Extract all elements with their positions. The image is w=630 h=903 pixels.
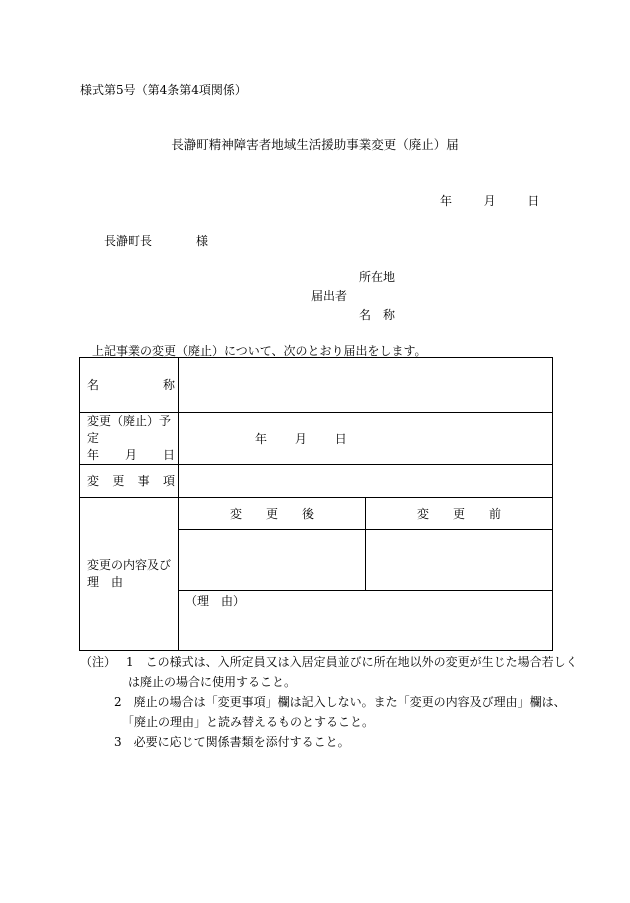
form-number: 様式第5号（第4条第4項関係） [80,83,247,97]
note-text: 廃止の場合は「変更事項」欄は記入しない。また「変更の内容及び理由」欄は、 [133,695,566,709]
note-text: 必要に応じて関係書類を添付すること。 [133,735,350,749]
note-item-1-cont: は廃止の場合に使用すること。 [128,675,297,689]
date-month: 月 [483,194,496,208]
scheduled-value-year: 年 [255,432,268,446]
note-text: この様式は、入所定員又は入居定員並びに所在地以外の変更が生じた場合若しく [145,655,578,669]
scheduled-label-day: 日 [162,448,175,462]
name-label-a: 名 [87,377,100,392]
note-number: 3 [114,735,122,749]
notes-section [80,652,578,752]
addressee-name: 長瀞町長 [104,234,153,248]
items-value-cell[interactable] [179,465,553,498]
row-change-headers [80,498,553,530]
name-label-b: 称 [162,377,175,392]
items-label-cell [80,465,179,498]
note-item-2-cont: 「廃止の理由」と読み替えるものとすること。 [122,715,375,729]
items-label-char: 変 [87,473,100,488]
addressee-honorific: 様 [196,234,209,248]
document-title: 長瀞町精神障害者地域生活援助事業変更（廃止）届 [171,137,459,152]
notification-table [79,357,553,651]
applicant-role-label: 届出者 [311,289,348,303]
notes-prefix: （注） [80,655,117,669]
row-change-items [80,465,553,498]
name-value-cell[interactable] [179,358,553,413]
note-number: 2 [114,695,122,709]
applicant-name-label: 名 称 [359,308,396,322]
items-label-char: 更 [112,473,125,488]
items-label-char: 事 [137,473,150,488]
date-year: 年 [440,194,453,208]
after-value-cell[interactable] [179,530,366,591]
name-label-cell [80,358,179,413]
reason-cell[interactable] [179,591,553,651]
items-label-char: 項 [162,473,175,488]
scheduled-value-month: 月 [294,432,307,446]
scheduled-label-year: 年 [87,448,100,462]
note-item-1 [80,652,578,672]
row-name [80,358,553,413]
reason-label: （理 由） [185,594,246,608]
submission-date [440,192,539,209]
scheduled-label-line1: 変更（廃止）予定 [87,414,172,445]
row-scheduled-date [80,413,553,465]
note-item-3 [80,732,578,752]
before-value-cell[interactable] [366,530,553,591]
note-item-2 [80,692,578,712]
scheduled-value-day: 日 [334,432,347,446]
scheduled-label-cell [80,413,179,465]
content-label-line1: 変更の内容及び [87,558,172,572]
before-header: 変 更 前 [366,498,553,530]
scheduled-label-month: 月 [124,448,137,462]
scheduled-value-cell[interactable] [179,413,553,465]
intro-text: 上記事業の変更（廃止）について、次のとおり届出をします。 [92,344,427,358]
content-label-line2: 理 由 [87,575,124,589]
note-number: 1 [126,655,134,669]
date-day: 日 [527,194,540,208]
applicant-address-label: 所在地 [359,270,396,284]
after-header: 変 更 後 [179,498,366,530]
content-label-cell [80,498,179,651]
